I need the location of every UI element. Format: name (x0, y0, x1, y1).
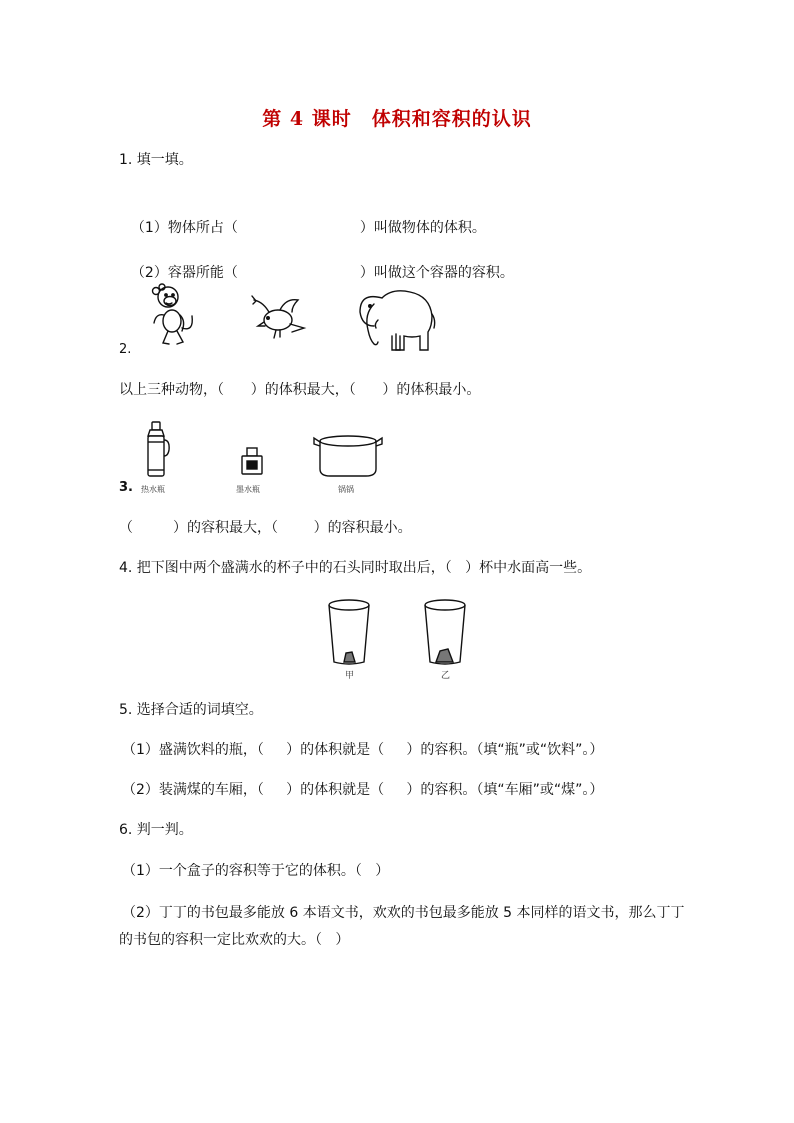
elephant-icon (356, 284, 436, 354)
q1-item1: （1）物体所占（ ）叫做物体的体积。 (130, 220, 486, 236)
cup-label-yi: 乙 (441, 671, 451, 681)
page-title (0, 104, 794, 131)
caption-pot: 锅锅 (338, 485, 354, 494)
lesson-topic: 体积和容积的认识 (371, 108, 532, 130)
cup-yi-icon (422, 598, 468, 668)
lesson-number: 第 4 课时 (262, 108, 352, 130)
q6-item2-line2: 的书包的容积一定比欢欢的大。（ ） (119, 932, 350, 948)
caption-thermos: 热水瓶 (141, 485, 165, 494)
thermos-icon (144, 420, 170, 478)
q5-item1: （1）盛满饮料的瓶，（ ）的体积就是（ ）的容积。（填“瓶”或“饮料”。） (122, 742, 604, 758)
q3-text: （ ）的容积最大，（ ）的容积最小。 (119, 520, 412, 536)
q2-label: 2. (119, 342, 132, 357)
q1-item2: （2）容器所能（ ）叫做这个容器的容积。 (130, 265, 514, 281)
cup-jia-icon (326, 598, 372, 668)
ink-bottle-icon (238, 446, 266, 476)
q6-label: 6. 判一判。 (119, 822, 193, 838)
q1-label: 1. 填一填。 (119, 152, 193, 168)
q5-item2: （2）装满煤的车厢，（ ）的体积就是（ ）的容积。（填“车厢”或“煤”。） (122, 782, 604, 798)
q5-label: 5. 选择合适的词填空。 (119, 702, 263, 718)
cup-label-jia: 甲 (345, 671, 355, 681)
q6-item1: （1）一个盒子的容积等于它的体积。（ ） (122, 863, 390, 879)
caption-ink-bottle: 墨水瓶 (236, 485, 260, 494)
q2-text: 以上三种动物，（ ）的体积最大，（ ）的体积最小。 (119, 382, 481, 398)
monkey-icon (144, 282, 198, 350)
q4-text: 4. 把下图中两个盛满水的杯子中的石头同时取出后，（ ）杯中水面高一些。 (119, 560, 592, 576)
pot-icon (312, 432, 384, 478)
q3-label: 3. (119, 480, 133, 495)
q6-item2-line1: （2）丁丁的书包最多能放 6 本语文书，欢欢的书包最多能放 5 本同样的语文书，那么丁丁 (122, 905, 685, 921)
bird-icon (250, 294, 308, 340)
